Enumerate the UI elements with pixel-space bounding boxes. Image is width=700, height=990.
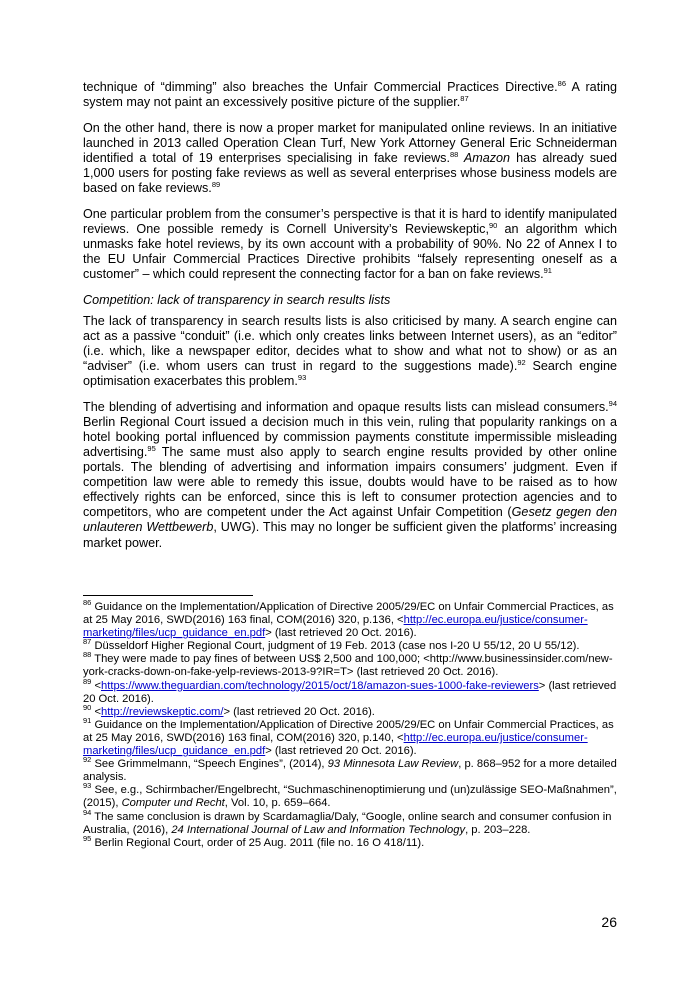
text-span: A rating system may not paint an excessively positive picture of the supplier. xyxy=(83,80,617,110)
footnote-text: Guidance on the Implementation/Application of Directive 2005/29/EC on Unfair Commercial Practices, as at 25 May 2016, SWD(2016) 163 final, COM(2016) 320, p.140, xyxy=(83,718,614,744)
footnote-number: 91 xyxy=(83,715,92,725)
italic-text: 24 International Journal of Law and Information Technology xyxy=(171,823,466,836)
footnote-number: 93 xyxy=(83,781,92,791)
footnote-link[interactable]: https://www.theguardian.com/technology/2015/oct/18/amazon-sues-1000-fake-reviewers xyxy=(101,679,539,692)
footnote-ref-92[interactable]: 92 xyxy=(517,358,526,367)
paragraph-search-transparency xyxy=(83,314,617,389)
footnote-text: Berlin Regional Court, order of 25 Aug. 2011 (file no. 16 O 418/11). xyxy=(91,836,425,849)
footnote-number: 86 xyxy=(83,598,92,607)
text-span: technique of “dimming” also breaches the Unfair Commercial Practices Directive. xyxy=(83,80,558,94)
footnote-text: The same conclusion is drawn by Scardamaglia/Daly, “Google, online search and consumer confusion in Australia, (2016), xyxy=(83,810,612,836)
italic-text: Gesetz gegen den unlauteren Wettbewerb xyxy=(83,505,617,535)
paragraph-identify-manipulated-reviews xyxy=(83,207,617,282)
bracket: < xyxy=(91,679,101,692)
footnote-number: 90 xyxy=(83,702,92,712)
footnote-ref-87[interactable]: 87 xyxy=(460,94,469,104)
text-span: an algorithm which unmasks fake hotel reviews, by its own account with a probability of 90%. No 22 of Annex I to the EU Unfair Commercial Practices Directive prohibits “falsely representing oneself as a customer” – which could represent the connecting factor for a ban on fake reviews. xyxy=(83,221,617,282)
footnote-ref-94[interactable]: 94 xyxy=(608,398,617,408)
footnote-text: , p. 868–952 for a more detailed analysis. xyxy=(83,758,617,784)
text-span: One particular problem from the consumer’s perspective is that it is hard to identify manipulated reviews. One possible remedy is Cornell University’s Reviewskeptic, xyxy=(83,206,617,236)
text-span: The blending of advertising and information and opaque results lists can mislead consumers. xyxy=(83,399,609,414)
footnote-ref-90[interactable]: 90 xyxy=(488,220,498,230)
footnote-92 xyxy=(83,755,617,784)
italic-text: Amazon xyxy=(458,150,511,165)
footnotes xyxy=(83,598,617,850)
paragraph-dimming xyxy=(83,80,617,110)
bracket: < xyxy=(91,705,101,718)
footnote-number: 95 xyxy=(83,833,92,843)
footnote-text: See, e.g., Schirmbacher/Engelbrecht, “Suchmaschinenoptimierung und (un)zulässige SEO-Maßnahmen”, (2015), xyxy=(83,784,617,810)
footnote-94 xyxy=(83,807,617,837)
footnote-number: 94 xyxy=(83,807,92,817)
text-span: The same must also apply to search engine results provided by other online portals. The blending of advertising and information impairs consumers’ judgment. Even if competition law were able to remedy this issue, doubts would have to be raised as to how effectively rights can be enforced, since this is left to consumer protection agencies and to competitors, who are competent under the Act against Unfair Competition ( xyxy=(83,444,617,520)
footnote-text: , Vol. 10, p. 659–664. xyxy=(224,797,331,810)
footnote-text: > (last retrieved 20 Oct. 2016). xyxy=(83,679,617,705)
text-span: has already sued 1,000 users for posting fake reviews as well as several enterprises whose business models are based on fake reviews. xyxy=(83,150,618,196)
footnote-ref-93[interactable]: 93 xyxy=(297,373,307,383)
footnote-ref-95[interactable]: 95 xyxy=(147,443,156,453)
text-span: On the other hand, there is now a proper market for manipulated online reviews. In an initiative launched in 2013 called Operation Clean Turf, New York Attorney General Eric Schneiderman identified a total of 19 enterprises specialising in fake reviews. xyxy=(83,120,617,165)
footnote-89 xyxy=(83,676,617,706)
footnote-number: 92 xyxy=(83,755,92,765)
footnote-number: 89 xyxy=(83,676,92,686)
footnote-link[interactable]: http://ec.europa.eu/justice/consumer-marketing/files/ucp_guidance_en.pdf xyxy=(83,614,588,640)
footnote-88 xyxy=(83,650,617,679)
text-span: Search engine optimisation exacerbates this problem. xyxy=(83,359,617,389)
footnote-93 xyxy=(83,781,617,810)
footnote-90 xyxy=(83,702,617,719)
footnote-text: > (last retrieved 20 Oct. 2016). xyxy=(265,745,417,758)
footnote-text: > (last retrieved 20 Oct. 2016). xyxy=(265,627,417,640)
footnote-ref-86[interactable]: 86 xyxy=(557,79,567,88)
footnote-text: They were made to pay fines of between US$ 2,500 and 100,000; <http://www.businessinsider.com/new-york-cracks-down-on-fake-yelp-reviews-2013-9?IR=T> (last retrieved 20 Oct. 2016). xyxy=(83,653,613,679)
footnote-text: , p. 203–228. xyxy=(465,823,531,836)
bracket: < xyxy=(397,731,404,744)
italic-text: Computer und Recht xyxy=(121,797,225,810)
page-number: 26 xyxy=(601,914,617,930)
text-span: The lack of transparency in search results lists is also criticised by many. A search engine can act as a passive “conduit” (i.e. which only creates links between Internet users), as an “editor” (i.e. which, like a newspaper editor, decides what to show and what not to show) or as an “adviser” (i.e. whom users can trust in regard to the suggestions made). xyxy=(83,313,617,373)
footnote-86 xyxy=(83,598,617,640)
bracket: < xyxy=(397,614,404,627)
italic-text: 93 Minnesota Law Review xyxy=(327,758,459,771)
footnote-ref-89[interactable]: 89 xyxy=(211,180,221,190)
paragraph-blending-advertising xyxy=(83,400,617,551)
paragraph-fake-reviews-market xyxy=(83,121,617,196)
footnote-text: Düsseldorf Higher Regional Court, judgment of 19 Feb. 2013 (case nos I-20 U 55/12, 20 U 55/12). xyxy=(91,640,580,653)
footnote-95 xyxy=(83,833,617,850)
text-span: , UWG). This may no longer be sufficient given the platforms’ increasing market power. xyxy=(83,520,618,550)
footnote-87 xyxy=(83,637,617,653)
section-heading: Competition: lack of transparency in search results lists xyxy=(83,292,391,307)
footnote-text: See Grimmelmann, “Speech Engines”, (2014), xyxy=(91,758,328,771)
footnote-text: > (last retrieved 20 Oct. 2016). xyxy=(223,705,375,718)
footnote-separator xyxy=(83,595,253,596)
footnote-ref-91[interactable]: 91 xyxy=(543,266,552,276)
footnote-ref-88[interactable]: 88 xyxy=(449,149,459,159)
footnote-link[interactable]: http://ec.europa.eu/justice/consumer-marketing/files/ucp_guidance_en.pdf xyxy=(83,731,588,758)
footnote-link[interactable]: http://reviewskeptic.com/ xyxy=(101,705,224,718)
footnote-text: Guidance on the Implementation/Application of Directive 2005/29/EC on Unfair Commercial Practices, as at 25 May 2016, SWD(2016) 163 final, COM(2016) 320, p.136, xyxy=(83,601,614,627)
footnote-91 xyxy=(83,715,617,758)
footnote-number: 87 xyxy=(83,637,92,647)
document-body xyxy=(83,80,617,561)
footnote-number: 88 xyxy=(83,650,92,660)
text-span: Berlin Regional Court issued a decision much in this vein, ruling that popularity rankings on a hotel booking portal influenced by commission payments constitute impermissible misleading advertising. xyxy=(83,414,617,459)
